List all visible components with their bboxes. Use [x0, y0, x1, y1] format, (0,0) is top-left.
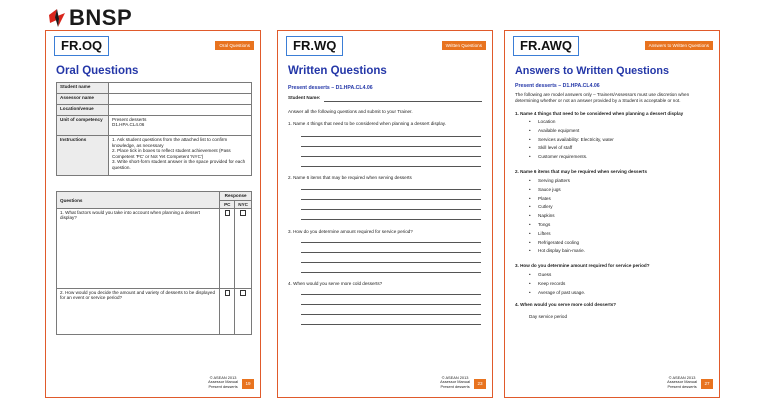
- answer-list: [529, 271, 585, 297]
- list-item: • Available equipment: [529, 127, 614, 136]
- list-item: • Refrigerated cooling: [529, 239, 585, 248]
- answer-line[interactable]: [301, 272, 481, 273]
- answer-line[interactable]: [301, 262, 481, 263]
- row-label: Unit of competency: [57, 116, 109, 136]
- answer-line[interactable]: [301, 252, 481, 253]
- page-number: 27: [701, 379, 713, 389]
- footer-line: Assessor Manual: [667, 379, 697, 385]
- page-title: Answers to Written Questions: [515, 65, 669, 77]
- footer-line: Present desserts: [208, 384, 238, 390]
- answer-line[interactable]: [301, 314, 481, 315]
- list-item: • Customer requirements.: [529, 153, 614, 162]
- answer-line[interactable]: [301, 242, 481, 243]
- answer-list: [529, 177, 585, 256]
- page-footer: [667, 376, 697, 390]
- footer-line: Present desserts: [440, 384, 470, 390]
- question-text: 1. What factors would you take into account when planning a dessert display?: [57, 209, 220, 289]
- footer-line: Present desserts: [667, 384, 697, 390]
- list-item: • Skill level of staff: [529, 144, 614, 153]
- answer-line[interactable]: [301, 294, 481, 295]
- answer-line[interactable]: [301, 189, 481, 190]
- question-text: 2. Name 6 items that may be required when serving desserts: [288, 175, 412, 180]
- table-row: [57, 209, 252, 289]
- row-label: Instructions: [57, 136, 109, 176]
- list-item: • Guess: [529, 271, 585, 280]
- footer-line: © ASEAN 2013: [668, 374, 696, 380]
- answer-line[interactable]: [301, 209, 481, 210]
- page-footer: [440, 376, 470, 390]
- page-number: 23: [474, 379, 486, 389]
- table-row: [57, 94, 252, 105]
- footer-line: © ASEAN 2013: [209, 374, 237, 380]
- table-header-row: [57, 192, 252, 201]
- table-row: [57, 136, 252, 176]
- page-number: 19: [242, 379, 254, 389]
- question-text: 4. When would you serve more cold desserts?: [288, 281, 383, 286]
- row-value: 1. Ask student questions from the attached list to confirm knowledge, as necessary 2. Place tick in boxes to reflect student achievement (Pass Competent 'PC' or Not Yet Competent 'NYC') 3. Write short-form student answer in the space provided for each question.: [109, 136, 252, 176]
- student-info-table: [56, 82, 252, 176]
- footer-line: © ASEAN 2013: [441, 374, 469, 380]
- page-footer: [208, 376, 238, 390]
- row-value: [109, 83, 252, 94]
- answer-question: 3. How do you determine amount required for service period?: [515, 263, 650, 268]
- table-row: [57, 116, 252, 136]
- footer-line: Assessor Manual: [208, 379, 238, 385]
- table-row: [57, 289, 252, 335]
- oral-questions-page: [45, 30, 261, 398]
- list-item: • Hot display bain-marie.: [529, 247, 585, 256]
- answer-line[interactable]: [301, 199, 481, 200]
- list-item: • Average of past usage.: [529, 289, 585, 298]
- nyc-header: NYC: [235, 201, 252, 209]
- questions-table: [56, 191, 252, 335]
- bnsp-logo: [46, 6, 132, 30]
- question-text: 2. How would you decide the amount and variety of desserts to be displayed for an event or service period?: [57, 289, 220, 335]
- row-value: [109, 94, 252, 105]
- list-item: • Tongs: [529, 221, 585, 230]
- row-label: Student name: [57, 83, 109, 94]
- answer-line[interactable]: [301, 136, 481, 137]
- questions-header: Questions: [57, 192, 220, 209]
- list-item: • Plates: [529, 195, 585, 204]
- page-title: Written Questions: [288, 65, 387, 77]
- list-item: • Lifters: [529, 230, 585, 239]
- written-questions-page: [277, 30, 493, 398]
- answer-line[interactable]: [301, 324, 481, 325]
- page-subtitle: Present desserts – D1.HPA.CL4.06: [515, 83, 600, 89]
- page-title: Oral Questions: [56, 65, 139, 77]
- row-label: Assessor name: [57, 94, 109, 105]
- footer-line: Assessor Manual: [440, 379, 470, 385]
- list-item: • Sauce jugs: [529, 186, 585, 195]
- page-tag: Oral Questions: [215, 41, 254, 50]
- row-label: Location/venue: [57, 105, 109, 116]
- nyc-checkbox[interactable]: [240, 290, 246, 296]
- question-text: 1. Name 4 things that need to be considered when planning a dessert display.: [288, 121, 446, 126]
- student-name-label: Student Name:: [288, 95, 321, 100]
- page-tag: Answers to Written Questions: [645, 41, 713, 50]
- form-code: FR.WQ: [286, 36, 343, 56]
- answer-line[interactable]: [301, 304, 481, 305]
- response-header: Response: [220, 192, 252, 201]
- list-item: • Serving platters: [529, 177, 585, 186]
- question-text: 3. How do you determine amount required for service period?: [288, 229, 413, 234]
- intro-text: The following are model answers only – Trainers/Assessors must use discretion when determining whether or not an answer provided by a Student is acceptable or not.: [515, 92, 690, 104]
- form-code: FR.AWQ: [513, 36, 579, 56]
- table-row: [57, 105, 252, 116]
- list-item: • Cutlery: [529, 203, 585, 212]
- table-row: [57, 83, 252, 94]
- answers-page: [504, 30, 720, 398]
- answer-line[interactable]: [301, 166, 481, 167]
- page-subtitle: Present desserts – D1.HPA.CL4.06: [288, 85, 373, 91]
- row-value: [109, 105, 252, 116]
- list-item: • Location: [529, 118, 614, 127]
- list-item: • Keep records: [529, 280, 585, 289]
- form-code: FR.OQ: [54, 36, 109, 56]
- instruction-text: Answer all the following questions and submit to your Trainer.: [288, 109, 413, 114]
- pc-header: PC: [220, 201, 235, 209]
- pc-checkbox[interactable]: [225, 210, 231, 216]
- answer-line[interactable]: [301, 219, 481, 220]
- answer-list: [529, 118, 614, 162]
- bnsp-logo-icon: [46, 7, 68, 29]
- pc-checkbox[interactable]: [225, 290, 231, 296]
- answer-question: 2. Name 6 items that may be required when serving desserts: [515, 169, 647, 174]
- bnsp-logo-text: BNSP: [69, 5, 133, 30]
- answer-line[interactable]: [301, 156, 481, 157]
- row-value: Present desserts D1.HPA.CL4.06: [109, 116, 252, 136]
- answer-question: 1. Name 4 things that need to be considered when planning a dessert display: [515, 111, 684, 116]
- answer-question: 4. When would you serve more cold desserts?: [515, 302, 617, 307]
- student-name-line[interactable]: [324, 101, 482, 102]
- list-item: • Services availability: Electricity, water: [529, 136, 614, 145]
- list-item: • Napkins: [529, 212, 585, 221]
- answer-line[interactable]: [301, 146, 481, 147]
- answer-text: Day service period: [529, 314, 568, 319]
- page-tag: Written Questions: [442, 41, 486, 50]
- nyc-checkbox[interactable]: [240, 210, 246, 216]
